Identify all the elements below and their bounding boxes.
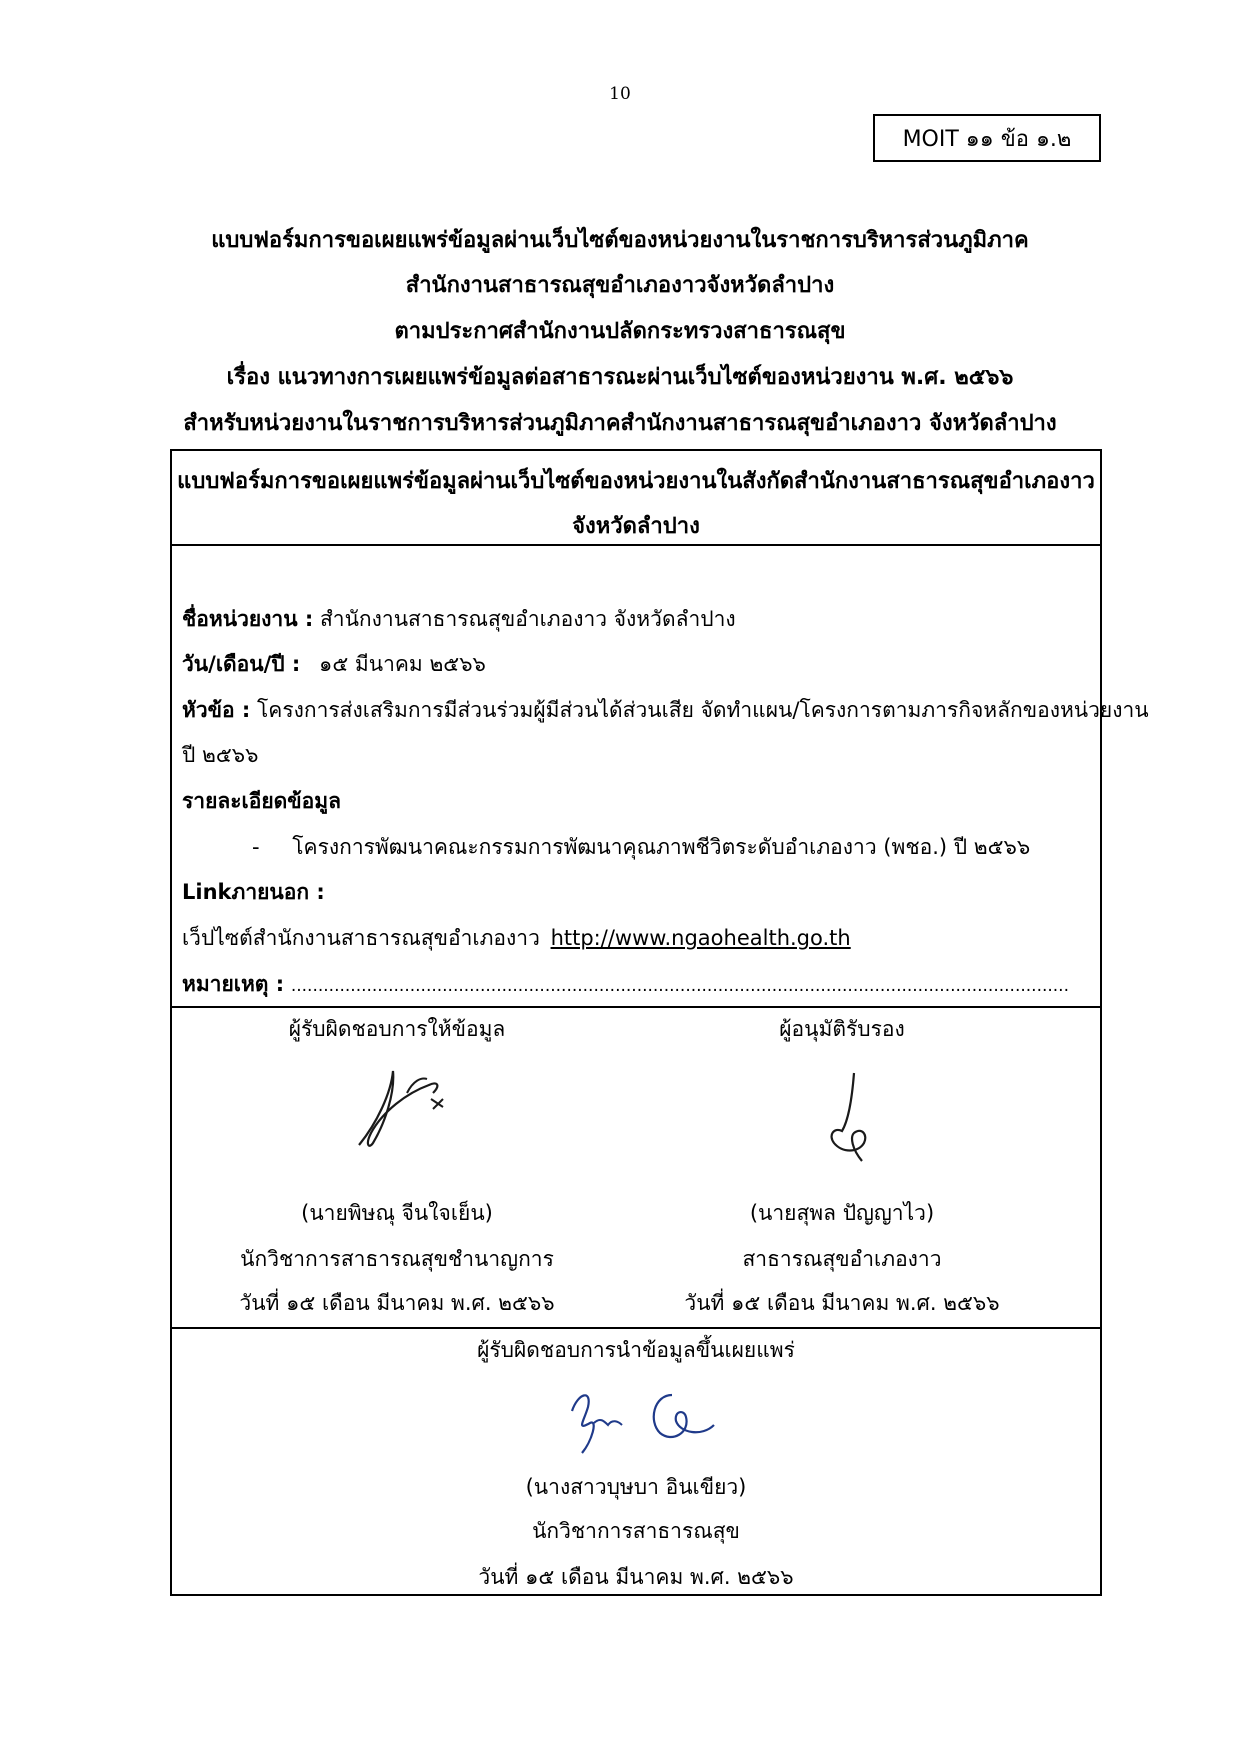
- heading-line-2: สำนักงานสาธารณสุขอำเภองาวจังหวัดลำปาง: [405, 273, 835, 298]
- reference-box: [873, 114, 1101, 162]
- remark-dots: ................................................................................................................................................: [290, 976, 1069, 996]
- right-signer-position: สาธารณสุขอำเภองาว: [742, 1247, 942, 1271]
- left-signer-date: วันที่ ๑๕ เดือน มีนาคม พ.ศ. ๒๕๖๖: [239, 1291, 555, 1315]
- left-signer-name: (นายพิษณุ จีนใจเย็น): [301, 1201, 493, 1225]
- details-divider: [172, 1006, 1100, 1008]
- topic-label: หัวข้อ :: [182, 698, 251, 722]
- website-row: [182, 922, 851, 955]
- details-item-text: โครงการพัฒนาคณะกรรมการพัฒนาคุณภาพชีวิตระดับอำเภองาว (พชอ.) ปี ๒๕๖๖: [292, 835, 1031, 859]
- form-title-line-1: แบบฟอร์มการขอเผยแพร่ข้อมูลผ่านเว็บไซต์ของหน่วยงานในสังกัดสำนักงานสาธารณสุขอำเภองาว: [177, 469, 1095, 494]
- bottom-signer-position: นักวิชาการสาธารณสุข: [532, 1519, 740, 1543]
- reference-code: MOIT ๑๑ ข้อ ๑.๒: [902, 126, 1072, 152]
- right-signer-date: วันที่ ๑๕ เดือน มีนาคม พ.ศ. ๒๕๖๖: [684, 1291, 1000, 1315]
- left-signer-position: นักวิชาการสาธารณสุขชำนาญการ: [240, 1247, 554, 1271]
- right-signer-role: ผู้อนุมัติรับรอง: [779, 1017, 905, 1041]
- signatures-divider: [172, 1327, 1100, 1329]
- topic-value-continued: ปี ๒๕๖๖: [182, 743, 259, 767]
- external-link-label: Linkภายนอก :: [182, 880, 325, 904]
- website-text: เว็ปไซต์สำนักงานสาธารณสุขอำเภองาว: [182, 926, 540, 950]
- form-title-line-2: จังหวัดลำปาง: [572, 514, 700, 539]
- bottom-signer-role: ผู้รับผิดชอบการนำข้อมูลขึ้นเผยแพร่: [477, 1338, 795, 1362]
- agency-row: [182, 603, 736, 636]
- bottom-signature-icon: [562, 1381, 722, 1461]
- right-signer-name: (นายสุพล ปัญญาไว): [749, 1201, 935, 1225]
- bottom-signer-name: (นางสาวบุษบา อินเขียว): [525, 1475, 747, 1499]
- right-signature-icon: [822, 1069, 882, 1169]
- left-signer-role: ผู้รับผิดชอบการให้ข้อมูล: [288, 1017, 506, 1041]
- heading-line-3: ตามประกาศสำนักงานปลัดกระทรวงสาธารณสุข: [394, 319, 846, 344]
- heading-line-1: แบบฟอร์มการขอเผยแพร่ข้อมูลผ่านเว็บไซต์ของหน่วยงานในราชการบริหารส่วนภูมิภาค: [211, 228, 1029, 253]
- website-link[interactable]: http://www.ngaohealth.go.th: [550, 926, 851, 950]
- heading-line-4: เรื่อง แนวทางการเผยแพร่ข้อมูลต่อสาธารณะผ่านเว็บไซต์ของหน่วยงาน พ.ศ. ๒๕๖๖: [226, 365, 1014, 390]
- date-value: ๑๕ มีนาคม ๒๕๖๖: [319, 652, 486, 676]
- bullet-dash: -: [252, 835, 260, 859]
- form-frame: [170, 449, 1149, 1596]
- date-row: [182, 648, 486, 681]
- agency-label: ชื่อหน่วยงาน :: [182, 607, 314, 631]
- topic-value: โครงการส่งเสริมการมีส่วนร่วมผู้มีส่วนได้ส่วนเสีย จัดทำแผน/โครงการตามภารกิจหลักของหน่วยงาน: [257, 698, 1149, 722]
- page-number: 10: [609, 84, 631, 104]
- left-signature-icon: [347, 1063, 467, 1153]
- details-list-item: [252, 831, 1030, 864]
- remark-row: [182, 968, 1069, 1001]
- heading-line-5: สำหรับหน่วยงานในราชการบริหารส่วนภูมิภาคสำนักงานสาธารณสุขอำเภองาว จังหวัดลำปาง: [183, 411, 1057, 436]
- details-label: รายละเอียดข้อมูล: [182, 789, 341, 813]
- remark-label: หมายเหตุ :: [182, 972, 285, 996]
- topic-row: [182, 694, 1149, 727]
- bottom-signer-date: วันที่ ๑๕ เดือน มีนาคม พ.ศ. ๒๕๖๖: [478, 1565, 794, 1589]
- date-label: วัน/เดือน/ปี :: [182, 652, 301, 676]
- title-divider: [172, 544, 1100, 546]
- agency-value: สำนักงานสาธารณสุขอำเภองาว จังหวัดลำปาง: [319, 607, 736, 631]
